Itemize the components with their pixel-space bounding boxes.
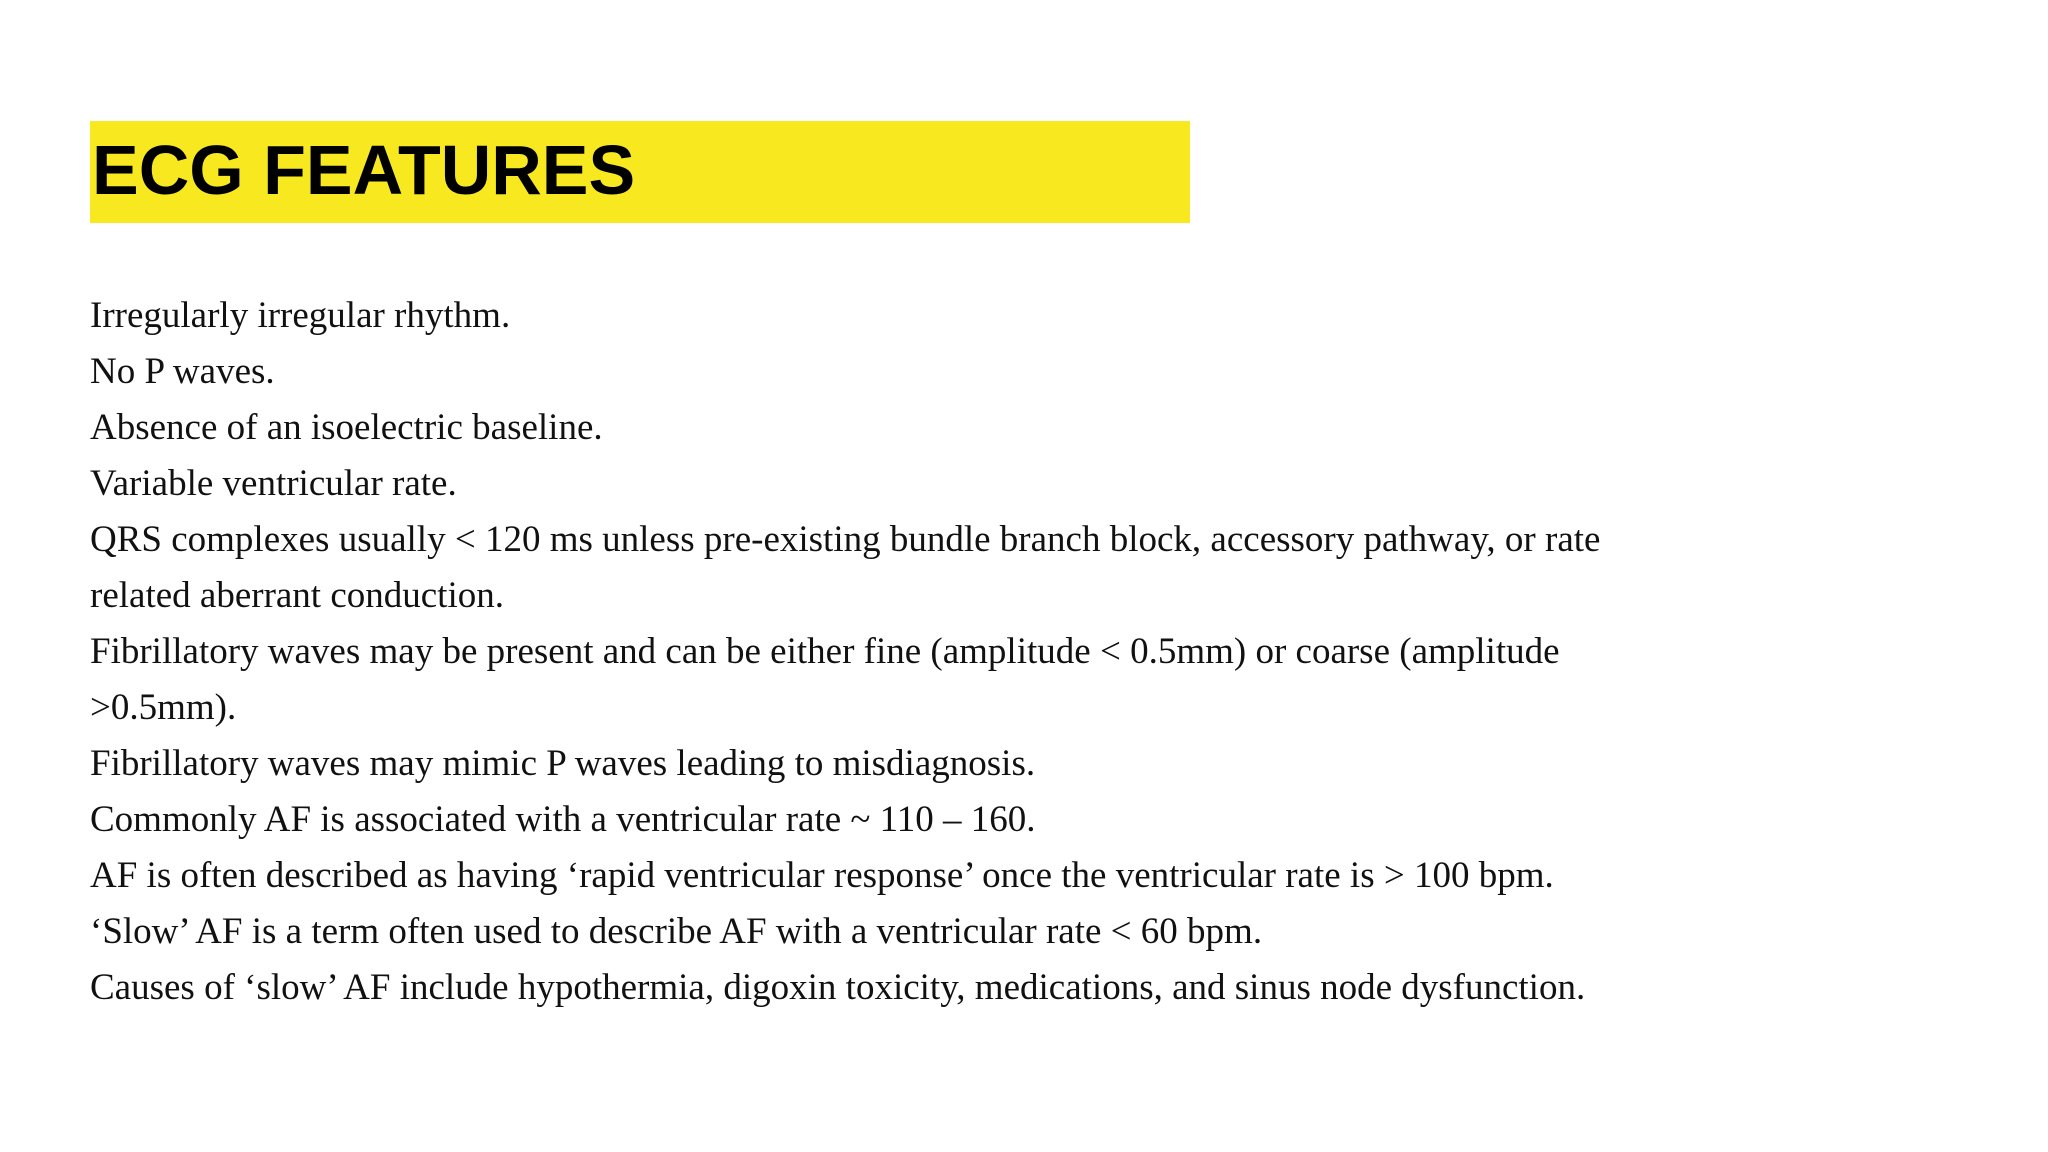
feature-list [90, 288, 1980, 1016]
slide-title: ECG FEATURES [92, 131, 636, 209]
list-item: QRS complexes usually < 120 ms unless pre-existing bundle branch block, accessory pathway, or rate [90, 519, 1601, 560]
list-item: >0.5mm). [90, 687, 237, 728]
title-band [90, 121, 1190, 223]
list-item: Variable ventricular rate. [90, 463, 457, 504]
list-item: Fibrillatory waves may mimic P waves leading to misdiagnosis. [90, 743, 1036, 784]
list-item: Commonly AF is associated with a ventricular rate ~ 110 – 160. [90, 799, 1036, 840]
list-item: Irregularly irregular rhythm. [90, 295, 511, 336]
list-item: ‘Slow’ AF is a term often used to describe AF with a ventricular rate < 60 bpm. [90, 911, 1263, 952]
list-item: No P waves. [90, 351, 275, 392]
list-item: Causes of ‘slow’ AF include hypothermia, digoxin toxicity, medications, and sinus node dysfunction. [90, 967, 1586, 1008]
list-item: Absence of an isoelectric baseline. [90, 407, 603, 448]
list-item: AF is often described as having ‘rapid ventricular response’ once the ventricular rate is > 100 bpm. [90, 855, 1554, 896]
list-item: Fibrillatory waves may be present and can be either fine (amplitude < 0.5mm) or coarse (amplitude [90, 631, 1560, 672]
list-item: related aberrant conduction. [90, 575, 504, 616]
